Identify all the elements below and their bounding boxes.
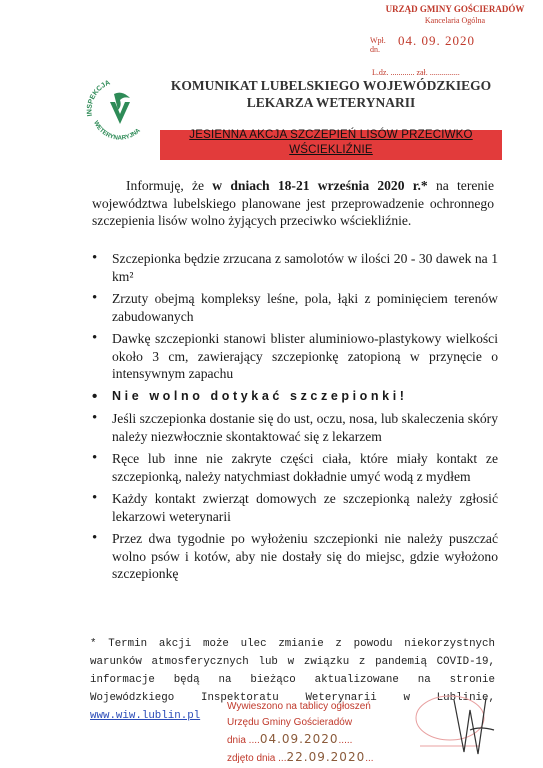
posted-line-2: Urzędu Gminy Gościeradów bbox=[227, 717, 353, 728]
website-link[interactable]: www.wiw.lublin.pl bbox=[90, 710, 201, 722]
list-item: • Każdy kontakt zwierząt domowych ze szczepionką należy zgłosić lekarzowi weterynarii bbox=[88, 490, 498, 525]
received-label-1: Wpł. bbox=[370, 36, 386, 45]
title-line-1: KOMUNIKAT LUBELSKIEGO WOJEWÓDZKIEGO bbox=[170, 78, 492, 93]
list-item: • Ręce lub inne nie zakryte części ciała, które miały kontakt ze szczepionką, należy natychmiast dokładnie umyć wodą z mydłem bbox=[88, 450, 498, 485]
veterinary-inspection-logo bbox=[80, 72, 160, 152]
banner-line-2: WŚCIEKLIŹNIE bbox=[289, 144, 373, 156]
intro-paragraph bbox=[92, 177, 494, 230]
received-stamp bbox=[370, 33, 475, 54]
posted-line-1: Wywieszono na tablicy ogłoszeń bbox=[227, 701, 371, 712]
warning-list-item: • Nie wolno dotykać szczepionki! bbox=[88, 388, 498, 406]
banner-line-1: JESIENNA AKCJA SZCZEPIEŃ LISÓW PRZECIWKO bbox=[189, 129, 473, 141]
intro-part-1: Informuję, że bbox=[126, 178, 213, 193]
signature-icon bbox=[450, 690, 500, 760]
posted-dnia-label: dnia bbox=[227, 735, 246, 746]
office-department: Kancelaria Ogólna bbox=[424, 16, 486, 25]
posted-date: 04.09.2020 bbox=[259, 732, 339, 746]
intro-dates: w dniach 18-21 września 2020 r.* bbox=[212, 178, 428, 193]
ldz-line: L.dz. ............ zał. ............... bbox=[372, 68, 460, 77]
list-item: • Szczepionka będzie zrzucana z samolotów w ilości 20 - 30 dawek na 1 km² bbox=[88, 250, 498, 285]
list-item: • Jeśli szczepionka dostanie się do ust, oczu, nosa, lub skaleczenia skóry należy niezwłocznie skontaktować się z lekarzem bbox=[88, 410, 498, 445]
received-label-2: dn. bbox=[370, 45, 380, 54]
page-title bbox=[160, 77, 502, 111]
removed-label: zdjęto dnia bbox=[227, 753, 276, 764]
list-item: • Zrzuty obejmą kompleksy leśne, pola, łąki z pominięciem terenów zabudowanych bbox=[88, 290, 498, 325]
footnote-text: * Termin akcji może ulec zmianie z powodu niekorzystnych warunków atmosferycznych lub w związku z pandemią COVID-19, informacje będą na bieżąco aktualizowane na stronie Wojewódzkiego Inspektoratu Weterynarii w Lublinie, bbox=[90, 638, 495, 704]
office-stamp bbox=[370, 4, 540, 26]
removed-date: 22.09.2020 bbox=[286, 750, 366, 764]
list-item: • Przez dwa tygodnie po wyłożeniu szczepionki nie należy puszczać wolno psów i kotów, aby nie dostały się do miejsc, gdzie wyłożono szczepionkę bbox=[88, 530, 498, 583]
posted-stamp: Wywieszono na tablicy ogłoszeń Urzędu Gminy Gościeradów dnia ....04.09.2020..... zdjęto dnia ...22.09.2020... bbox=[227, 701, 374, 764]
campaign-banner-text bbox=[160, 128, 502, 158]
logo-arc-text-top: INSPEKCJA bbox=[86, 79, 112, 117]
list-item: • Dawkę szczepionki stanowi blister aluminiowo-plastykowy wielkości około 3 cm, zawierający szczepionkę zatopioną w przynęcie o intensywnym zapachu bbox=[88, 330, 498, 383]
office-name: URZĄD GMINY GOŚCIERADÓW bbox=[385, 4, 525, 14]
instructions-list bbox=[88, 250, 498, 588]
logo-arc-text-bottom: WETERYNARYJNA bbox=[92, 119, 142, 142]
intro-part-2: na terenie województwa lubelskiego planowane jest przeprowadzenie ochronnego szczepienia lisów wolno żyjących przeciwko wściekliźnie. bbox=[92, 178, 494, 228]
received-date: 04. 09. 2020 bbox=[398, 33, 475, 48]
title-line-2: LEKARZA WETERYNARII bbox=[246, 95, 416, 110]
